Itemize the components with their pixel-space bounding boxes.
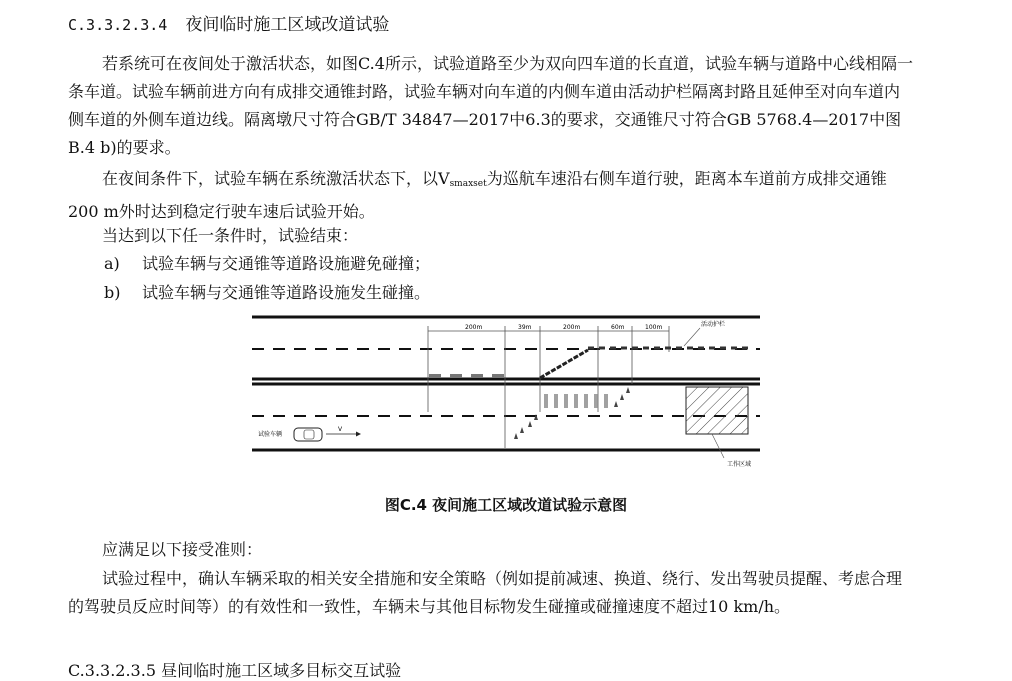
paragraph-test-setup: 若系统可在夜间处于激活状态，如图C.4所示，试验道路至少为双向四车道的长直道，试验车辆与道路中心线相隔一条车道。试验车辆前进方向有成排交通锥封路，试验车辆对向车道的内侧车道由活动护栏隔离封路且延伸至对向车道内侧车道的外侧车道边线。隔离墩尺寸符合GB/T 34847—2017中6.3的要求，交通锥尺寸符合GB 5768.4—2017中图B.4 b)的要求。 bbox=[68, 54, 913, 157]
paragraph-end-conditions: 当达到以下任一条件时，试验结束： bbox=[102, 226, 359, 245]
cone-row bbox=[544, 394, 608, 408]
paragraph-test-conditions: 在夜间条件下，试验车辆在系统激活状态下，以$V_{smaxset}$为巡航车速沿右侧车道行驶，距离本车道前方成排交通锥200 m外时达到稳定行驶车速后试验开始。 bbox=[68, 169, 887, 221]
section-title: 夜间临时施工区域改道试验 bbox=[185, 15, 390, 35]
distance-label: 60m bbox=[611, 324, 625, 331]
paragraph-criteria-intro: 应满足以下接受准则： bbox=[102, 540, 263, 559]
next-section-heading: C.3.3.2.3.5 昼间临时施工区域多目标交互试验 bbox=[68, 661, 402, 680]
mobile-barrier bbox=[540, 350, 588, 378]
work-zone-label: 工作区域 bbox=[727, 461, 752, 468]
section-heading bbox=[68, 10, 389, 35]
distance-label: 100m bbox=[645, 324, 663, 331]
paragraph-criteria: 试验过程中，确认车辆采取的相关安全措施和安全策略（例如提前减速、换道、绕行、发出驾驶员提醒、考虑合理的驾驶员反应时间等）的有效性和一致性，车辆未与其他目标物发生碰撞或碰撞速度不超过10 km/h。 bbox=[68, 569, 903, 616]
traffic-cones bbox=[514, 387, 630, 439]
isolation-blocks bbox=[429, 374, 504, 378]
list-item: b) 试验车辆与交通锥等道路设施发生碰撞。 bbox=[104, 283, 431, 302]
barrier-label: 活动护栏 bbox=[701, 321, 726, 328]
distance-label: 200m bbox=[563, 324, 581, 331]
work-zone bbox=[686, 387, 748, 434]
section-number: C.3.3.2.3.4 bbox=[68, 16, 168, 34]
figure-caption: 图C.4 夜间施工区域改道试验示意图 bbox=[384, 496, 628, 514]
distance-label: 200m bbox=[465, 324, 483, 331]
speed-label: V bbox=[338, 426, 343, 433]
list-item: a) 试验车辆与交通锥等道路设施避免碰撞； bbox=[104, 254, 431, 273]
distance-label: 39m bbox=[518, 324, 532, 331]
vehicle-label: 试验车辆 bbox=[258, 431, 283, 438]
road-diagram bbox=[252, 312, 760, 477]
